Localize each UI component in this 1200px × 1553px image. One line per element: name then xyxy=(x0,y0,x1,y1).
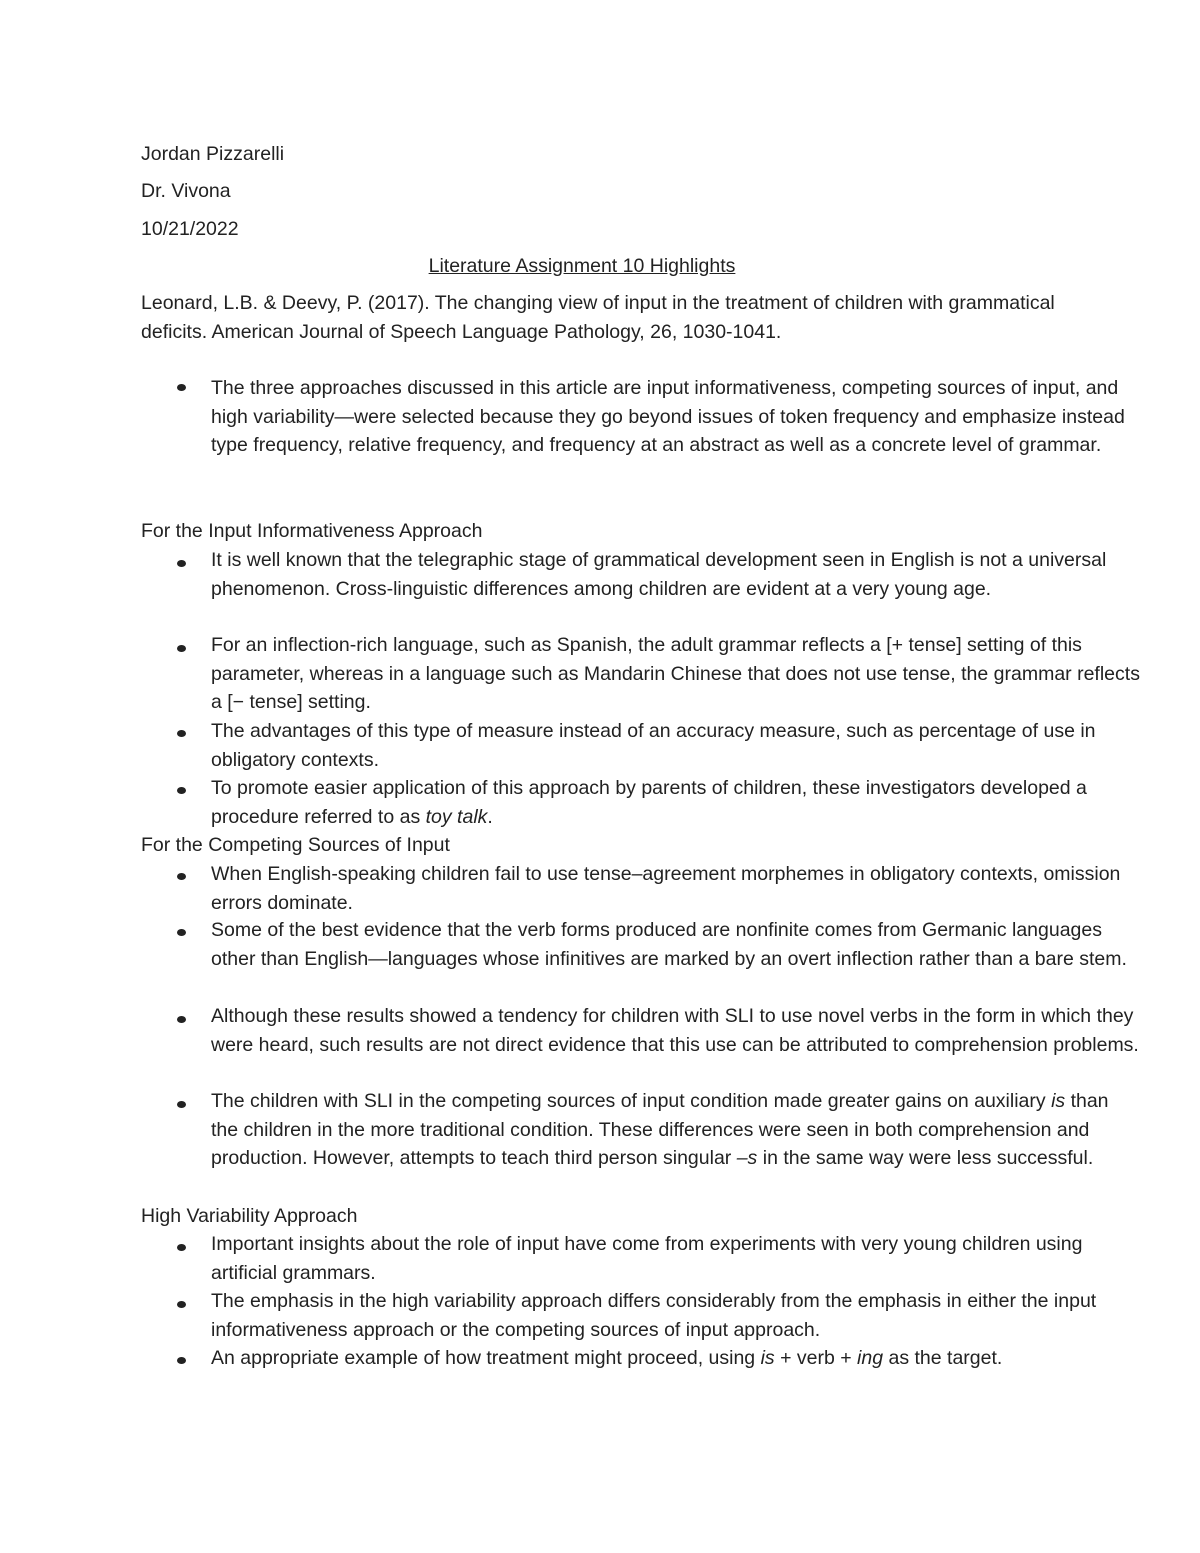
list-item-text: than the children in the more traditional condition. These differences were seen in both comprehension and production. However, attempts to teach third person singular xyxy=(211,1090,1109,1170)
bullet-icon xyxy=(177,645,186,652)
list-item-emphasis: is xyxy=(760,1347,775,1369)
bullet-icon xyxy=(177,1357,186,1364)
list-item-text: . xyxy=(487,805,493,828)
bullet-icon xyxy=(177,929,186,936)
list-item-text: + verb + xyxy=(774,1347,858,1369)
list-item-emphasis: is xyxy=(1051,1090,1066,1112)
bullet-icon xyxy=(177,1301,186,1308)
list-item-emphasis: –s xyxy=(736,1147,758,1170)
list-item-emphasis: ing xyxy=(857,1347,884,1369)
bullet-icon xyxy=(177,730,186,737)
document-title: Literature Assignment 10 Highlights xyxy=(428,255,736,277)
list-item-text: The children with SLI in the competing sources of input condition made greater gains on auxiliary xyxy=(211,1090,1052,1112)
section-heading-high-variability: High Variability Approach xyxy=(141,1205,358,1227)
list-item-emphasis: toy talk xyxy=(425,805,488,828)
list-item: Although these results showed a tendency for children with SLI to use novel verbs in the form in which they were heard, such results are not direct evidence that this use can be attributed to comprehension problems. xyxy=(211,1005,1139,1056)
instructor-name: Dr. Vivona xyxy=(141,180,231,202)
bullet-icon xyxy=(177,384,186,391)
list-item: The advantages of this type of measure instead of an accuracy measure, such as percentage of use in obligatory contexts. xyxy=(211,720,1096,771)
document-date: 10/21/2022 xyxy=(141,218,239,240)
list-item xyxy=(211,774,1141,831)
list-item-text: as the target. xyxy=(883,1347,1003,1369)
author-name: Jordan Pizzarelli xyxy=(141,143,285,165)
list-item-text: in the same way were less successful. xyxy=(757,1147,1094,1170)
list-item: Some of the best evidence that the verb forms produced are nonfinite comes from Germanic languages other than English—languages whose infinitives are marked by an overt inflection rather than a bare stem. xyxy=(211,919,1127,970)
list-item-text: To promote easier application of this approach by parents of children, these investigators developed a procedure referred to as xyxy=(211,777,1087,828)
list-item: When English-speaking children fail to use tense–agreement morphemes in obligatory contexts, omission errors dominate. xyxy=(211,863,1121,914)
citation-paragraph: Leonard, L.B. & Deevy, P. (2017). The changing view of input in the treatment of children with grammatical deficits. American Journal of Speech Language Pathology, 26, 1030-1041. xyxy=(141,292,1055,343)
bullet-icon xyxy=(177,560,186,567)
bullet-icon xyxy=(177,1244,186,1251)
section-heading-input-informativeness: For the Input Informativeness Approach xyxy=(141,520,483,542)
section-heading-competing-sources: For the Competing Sources of Input xyxy=(141,834,450,856)
bullet-icon xyxy=(177,1101,186,1108)
list-item: The emphasis in the high variability approach differs considerably from the emphasis in either the input informativeness approach or the competing sources of input approach. xyxy=(211,1290,1097,1341)
bullet-icon xyxy=(177,787,186,794)
bullet-icon xyxy=(177,1016,186,1023)
bullet-icon xyxy=(177,873,186,880)
intro-bullet-text: The three approaches discussed in this article are input informativeness, competing sources of input, and high variability—were selected because they go beyond issues of token frequency and emphasize instead type frequency, relative frequency, and frequency at an abstract as well as a concrete level of grammar. xyxy=(211,377,1125,457)
list-item: For an inflection-rich language, such as Spanish, the adult grammar reflects a [+ tense] setting of this parameter, whereas in a language such as Mandarin Chinese that does not use tense, the grammar reflects a [− tense] setting. xyxy=(211,634,1140,714)
list-item xyxy=(211,1344,1141,1373)
list-item: Important insights about the role of input have come from experiments with very young children using artificial grammars. xyxy=(211,1233,1083,1284)
list-item: It is well known that the telegraphic stage of grammatical development seen in English is not a universal phenomenon. Cross-linguistic differences among children are evident at a very young age. xyxy=(211,549,1107,600)
list-item-text: An appropriate example of how treatment might proceed, using xyxy=(211,1347,761,1369)
list-item xyxy=(211,1087,1141,1173)
